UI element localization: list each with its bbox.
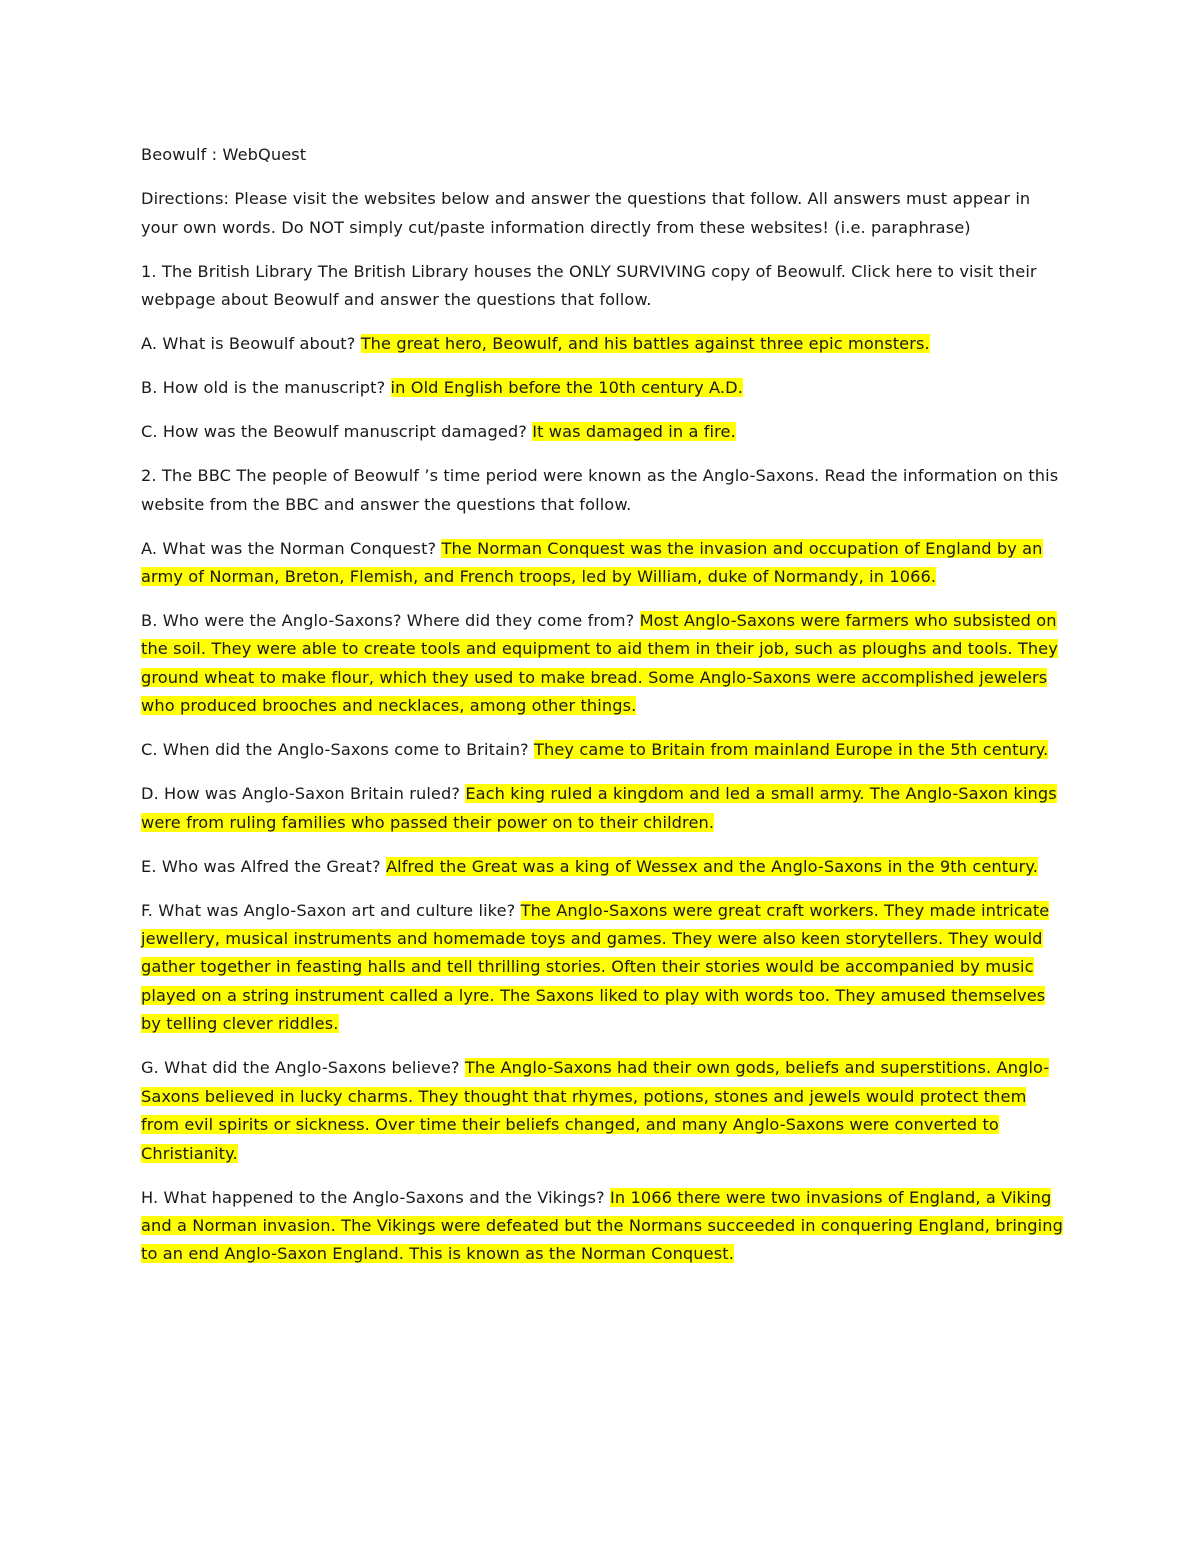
answer-highlight: The great hero, Beowulf, and his battles against three epic monsters. (360, 334, 930, 354)
question-text: D. How was Anglo-Saxon Britain ruled? (141, 784, 466, 804)
question-text: E. Who was Alfred the Great? (141, 856, 386, 876)
document-page (141, 141, 1066, 1284)
question-item (141, 607, 1066, 721)
question-text: H. What happened to the Anglo-Saxons and the Vikings? (141, 1187, 610, 1207)
answer-highlight: Alfred the Great was a king of Wessex and the Anglo-Saxons in the 9th century. (385, 856, 1038, 876)
answer-highlight: The Norman Conquest was the invasion and occupation of England by an army of Norman, Breton, Flemish, and French troops, led by William, duke of Normandy, in 1066. (141, 538, 1043, 587)
question-item (141, 1054, 1066, 1168)
answer-highlight: Most Anglo-Saxons were farmers who subsisted on the soil. They were able to create tools and equipment to aid them in their job, such as ploughs and tools. They ground wheat to make flour, which they used to make bread. Some Anglo-Saxons were accomplished jewelers who produced brooches and necklaces, among other things. (141, 611, 1058, 716)
document-title: Beowulf : WebQuest (141, 145, 307, 164)
answer-highlight: in Old English before the 10th century A.D. (390, 378, 743, 398)
answer-highlight: The Anglo-Saxons were great craft workers. They made intricate jewellery, musical instruments and homemade toys and games. They were also keen storytellers. They would gather together in feasting halls and tell thrilling stories. Often their stories would be accompanied by music played on a string instrument called a lyre. The Saxons liked to play with words too. They amused themselves by telling clever riddles. (141, 900, 1050, 1034)
question-item (141, 780, 1066, 837)
question-text: C. How was the Beowulf manuscript damaged? (141, 422, 533, 442)
question-item (141, 736, 1066, 764)
answer-highlight: The Anglo-Saxons had their own gods, beliefs and superstitions. Anglo-Saxons believed in lucky charms. They thought that rhymes, potions, stones and jewels would protect them from evil spirits or sickness. Over time their beliefs changed, and many Anglo-Saxons were converted to Christianity. (141, 1058, 1050, 1163)
question-item (141, 374, 1066, 402)
directions-paragraph: Directions: Please visit the websites below and answer the questions that follow. All answers must appear in your own words. Do NOT simply cut/paste information directly from these websites! (i.e. paraphrase) (141, 189, 1031, 237)
question-text: A. What was the Norman Conquest? (141, 538, 442, 558)
answer-highlight: Each king ruled a kingdom and led a small army. The Anglo-Saxon kings were from ruling families who passed their power on to their children. (141, 784, 1057, 832)
question-item (141, 897, 1066, 1039)
question-text: B. How old is the manuscript? (141, 378, 391, 398)
question-text: F. What was Anglo-Saxon art and culture like? (141, 900, 521, 920)
answer-highlight: It was damaged in a fire. (532, 422, 736, 442)
question-text: G. What did the Anglo-Saxons believe? (141, 1058, 465, 1078)
question-text: A. What is Beowulf about? (141, 334, 361, 354)
question-item (141, 418, 1066, 446)
question-text: C. When did the Anglo-Saxons come to Britain? (141, 740, 534, 760)
question-text: B. Who were the Anglo-Saxons? Where did they come from? (141, 611, 640, 631)
answer-highlight: In 1066 there were two invasions of England, a Viking and a Norman invasion. The Vikings were defeated but the Normans succeeded in conquering England, bringing to an end Anglo-Saxon England. This is known as the Norman Conquest. (141, 1187, 1063, 1264)
section-2-intro: 2. The BBC The people of Beowulf ’s time period were known as the Anglo-Saxons. Read the information on this website from the BBC and answer the questions that follow. (141, 466, 1059, 514)
question-item (141, 1184, 1066, 1269)
answer-highlight: They came to Britain from mainland Europe in the 5th century. (534, 740, 1049, 760)
question-item (141, 853, 1066, 881)
question-item (141, 330, 1066, 358)
section-1-intro: 1. The British Library The British Library houses the ONLY SURVIVING copy of Beowulf. Click here to visit their webpage about Beowulf and answer the questions that follow. (141, 261, 1037, 310)
question-item (141, 535, 1066, 592)
